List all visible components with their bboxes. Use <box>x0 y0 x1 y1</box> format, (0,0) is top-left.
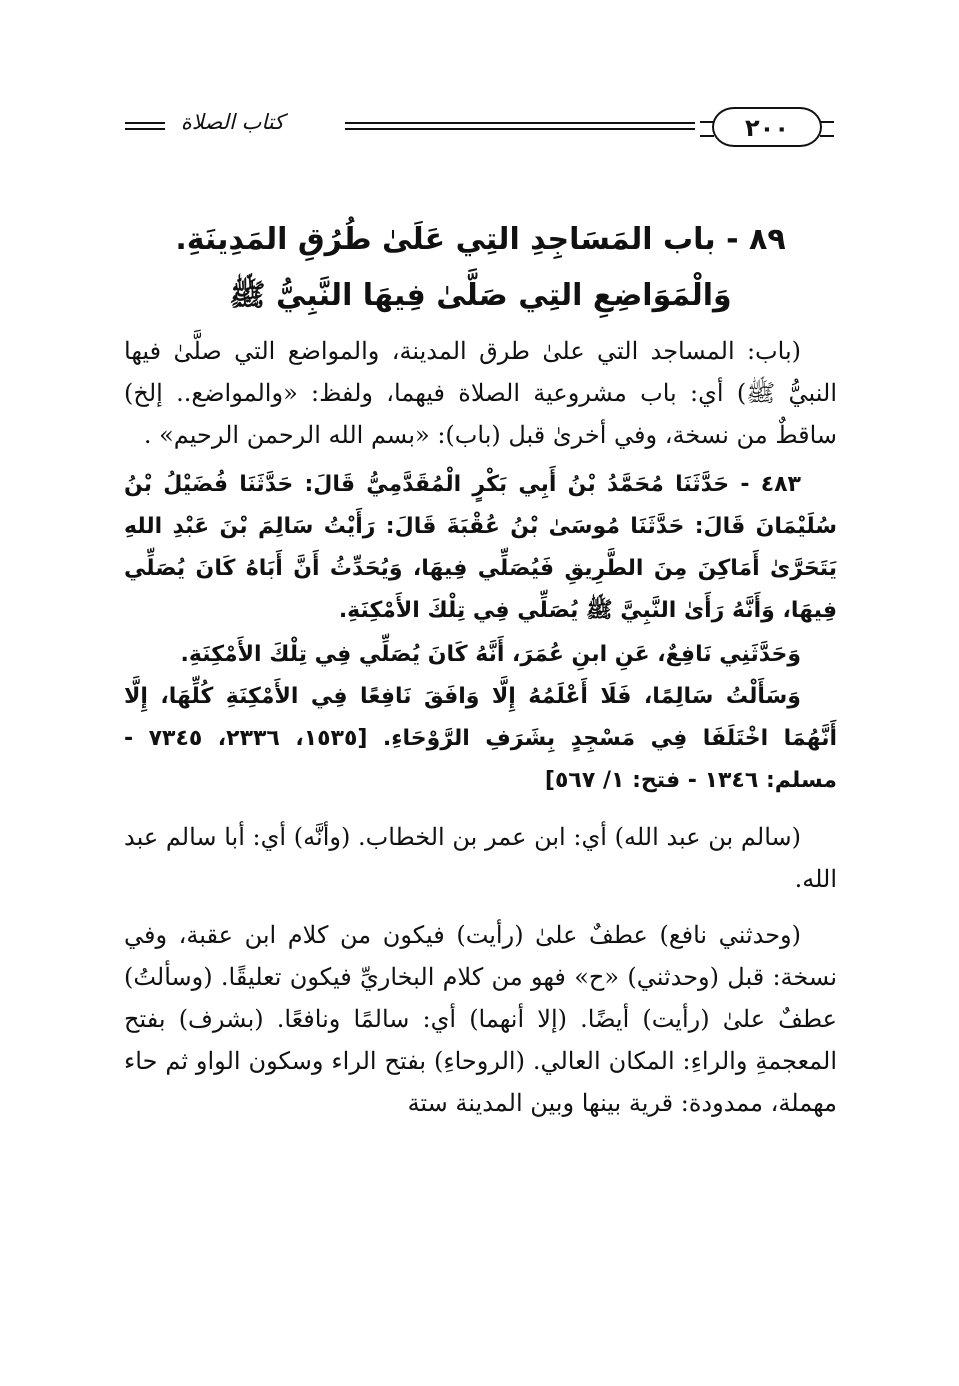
hadith-text: ٤٨٣ - حَدَّثَنَا مُحَمَّدُ بْنُ أَبِي بَكْرٍ الْمُقَدَّمِيُّ قَالَ: حَدَّثَنَا فُضَيْلُ بْنُ سُلَيْمَانَ قَالَ: حَدَّثَنَا مُوسَىٰ بْنُ عُقْبَةَ قَالَ: رَأَيْتُ سَالِمَ بْنَ عَبْدِ اللهِ يَتَحَرَّىٰ أَمَاكِنَ مِنَ الطَّرِيقِ فَيُصَلِّي فِيهَا، وَيُحَدِّثُ أَنَّ أَبَاهُ كَانَ يُصَلِّي فِيهَا، وَأَنَّهُ رَأَىٰ النَّبِيَّ ﷺ يُصَلِّي فِي تِلْكَ الأَمْكِنَةِ. <box>124 472 837 623</box>
running-header <box>125 102 837 152</box>
hadith-text: وَحَدَّثَنِي نَافِعٌ، عَنِ ابنِ عُمَرَ، أَنَّهُ كَانَ يُصَلِّي فِي تِلْكَ الأَمْكِنَةِ. <box>180 642 801 667</box>
running-title: كتاب الصلاة <box>180 110 285 134</box>
commentary-paragraph: (باب: المساجد التي علىٰ طرق المدينة، والمواضع التي صلَّىٰ فيها النبيُّ ﷺ) أي: باب مشروعية الصلاة فيهما، ولفظ: «والمواضع.. إلخ) ساقطٌ من نسخة، وفي أخرىٰ قبل (باب): «بسم الله الرحمن الرحيم» . <box>124 337 837 449</box>
commentary-paragraph: (سالم بن عبد الله) أي: ابن عمر بن الخطاب. (وأنَّه) أي: أبا سالم عبد الله. <box>124 823 837 893</box>
chapter-title: ٨٩ - باب المَسَاجِدِ التِي عَلَىٰ طُرُقِ المَدِينَةِ. وَالْمَوَاضِعِ التِي صَلَّىٰ فِيهَا النَّبِيُّ ﷺ <box>175 222 786 313</box>
header-rule <box>345 122 695 124</box>
commentary-paragraph: (وحدثني نافع) عطفٌ علىٰ (رأيت) فيكون من كلام ابن عقبة، وفي نسخة: قبل (وحدثني) «ح» فهو من كلام البخاريِّ فيكون تعليقًا. (وسألتُ) عطفٌ علىٰ (رأيت) أيضًا. (إلا أنهما) أي: سالمًا ونافعًا. (بشرف) بفتح المعجمةِ والراءِ: المكان العالي. (الروحاءِ) بفتح الراء وسكون الواو ثم حاء مهملة، ممدودة: قرية بينها وبين المدينة ستة <box>124 921 837 1117</box>
hadith-text: وَسَأَلْتُ سَالِمًا، فَلَا أَعْلَمُهُ إِلَّا وَافَقَ نَافِعًا فِي الأَمْكِنَةِ كُلِّهَا، إِلَّا أَنَّهُمَا اخْتَلَفَا فِي مَسْجِدٍ بِشَرَفِ الرَّوْحَاءِ. [١٥٣٥، ٢٣٣٦، ٧٣٤٥ - مسلم: ١٣٤٦ - فتح: ١/ ٥٦٧] <box>124 684 837 793</box>
page-body <box>124 212 837 1124</box>
page-number: ٢٠٠ <box>712 107 822 147</box>
header-rule <box>345 128 695 130</box>
